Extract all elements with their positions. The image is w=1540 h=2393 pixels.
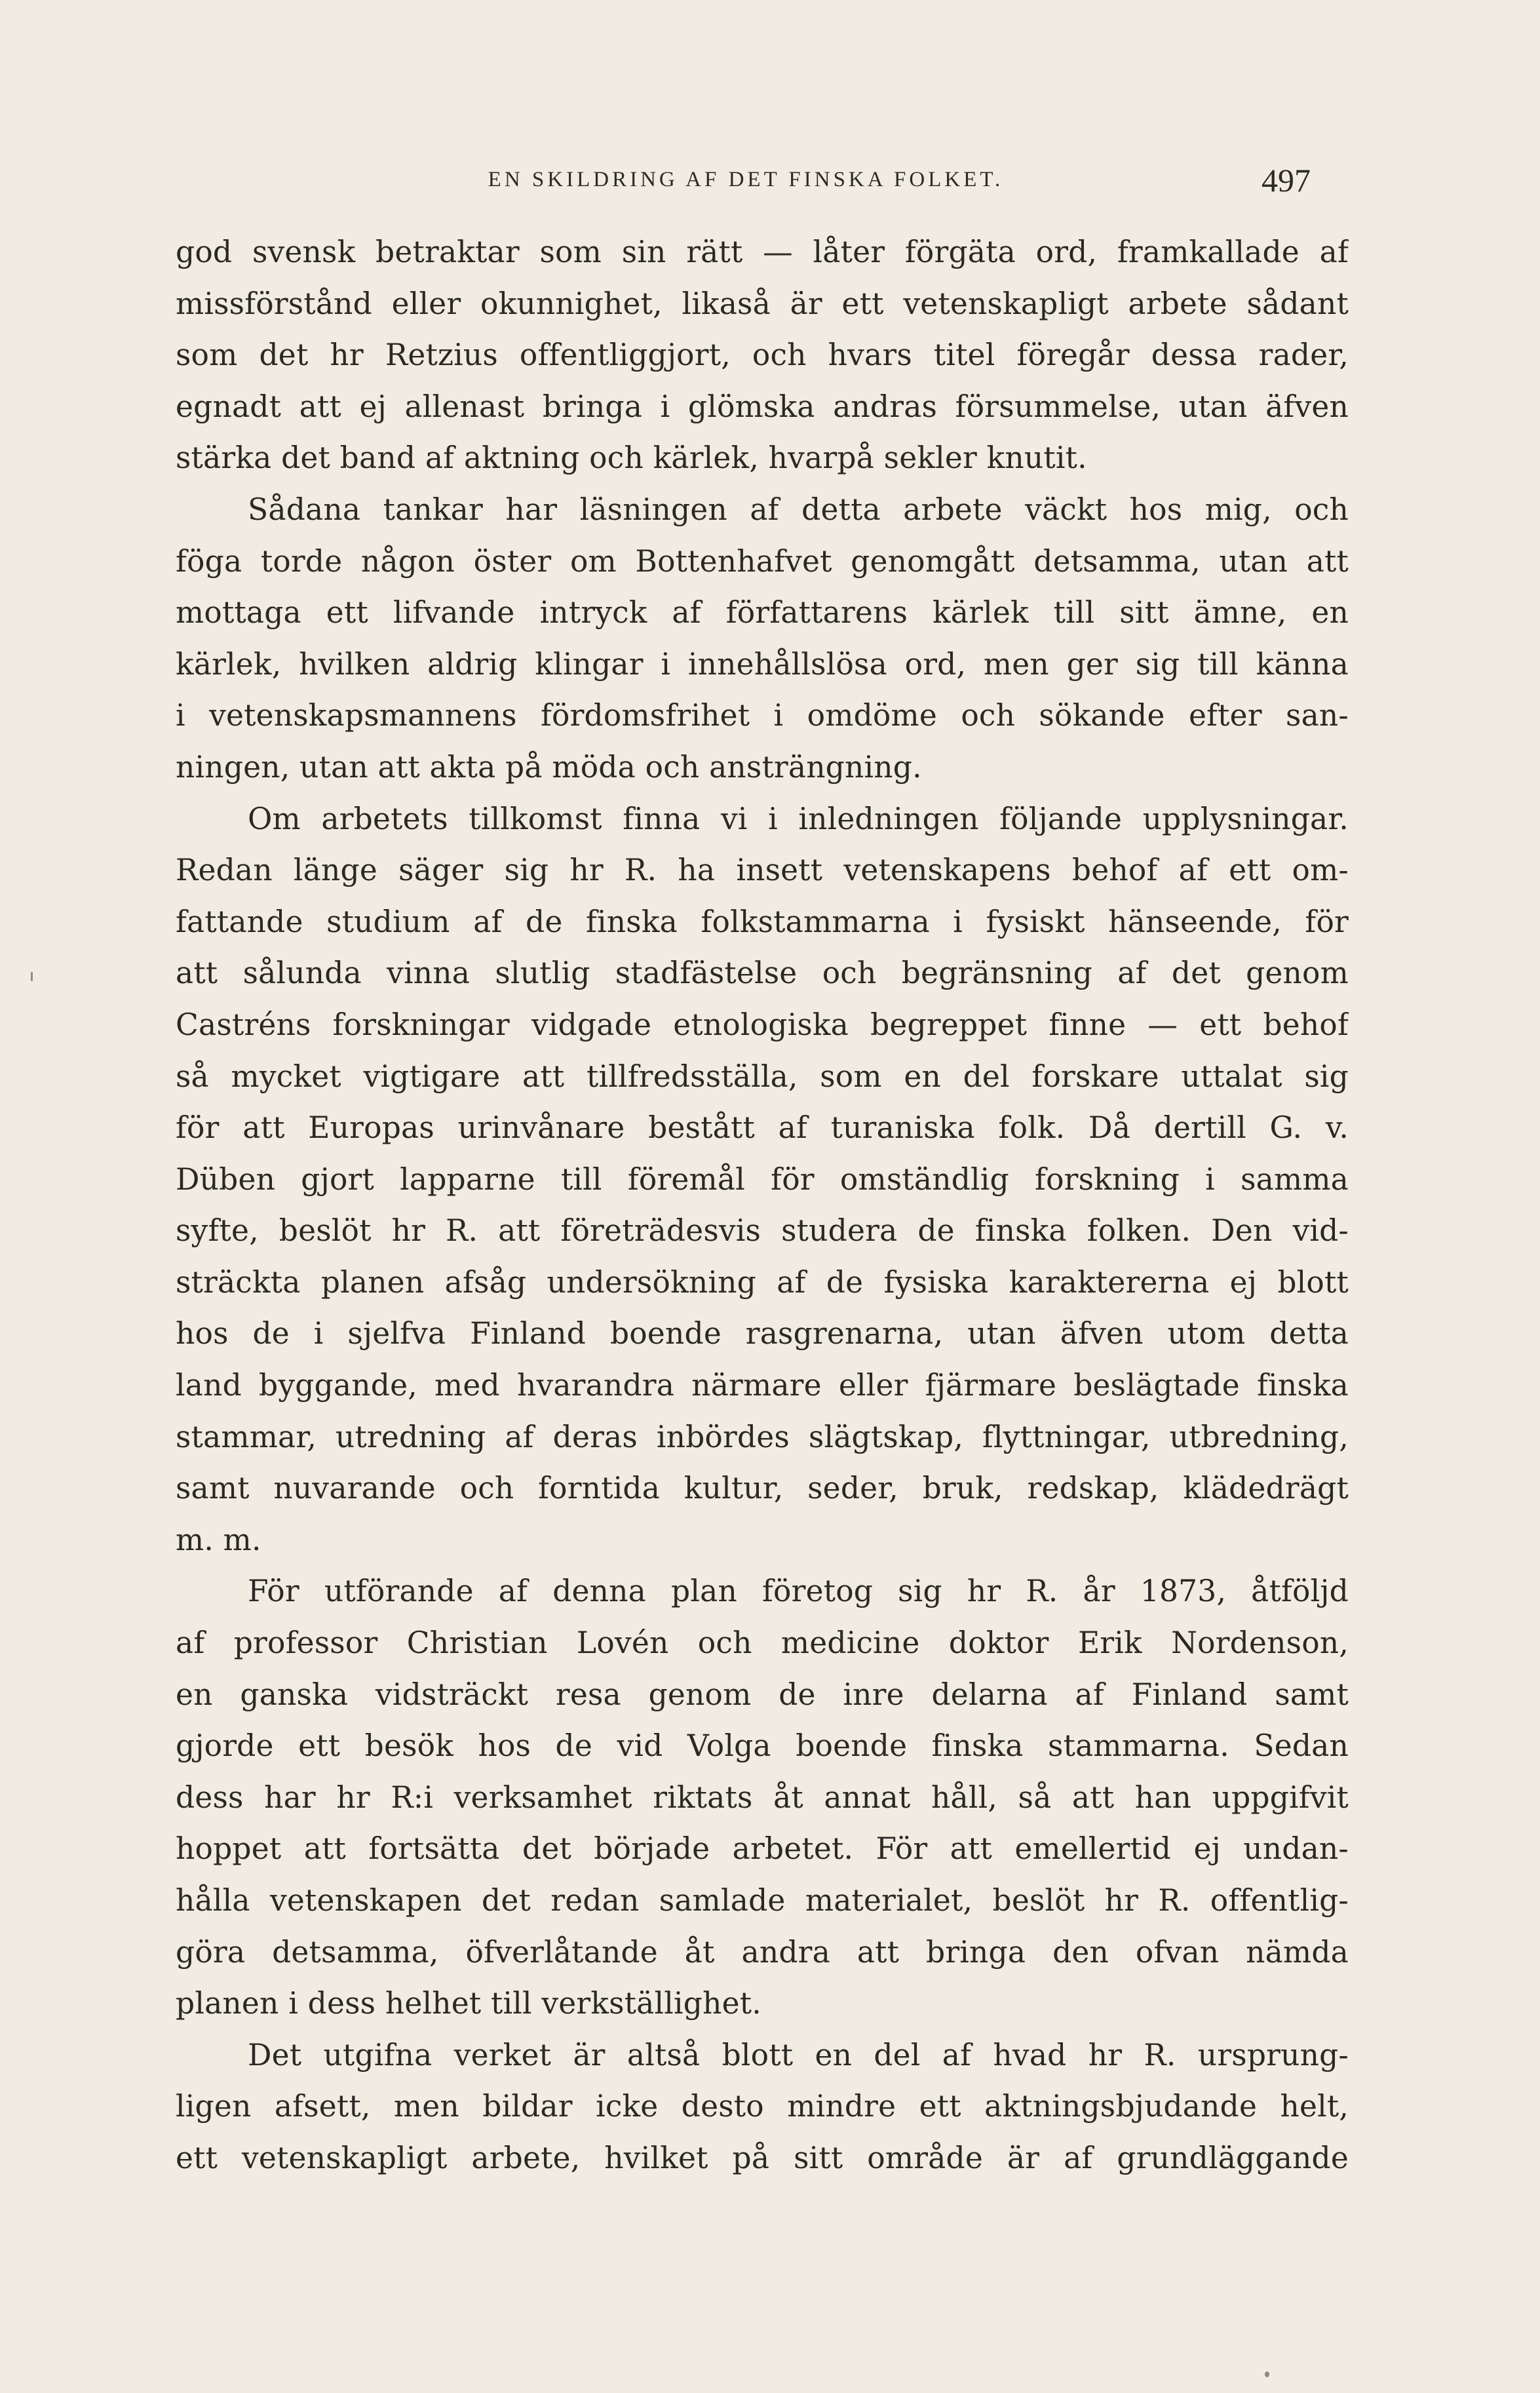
text-line: god svensk betraktar som sin rätt — låter förgäta ord, framkallade af (176, 235, 1349, 269)
text-line: så mycket vigtigare att tillfredsställa, som en del forskare uttalat sig (176, 1059, 1349, 1094)
text-line: mottaga ett lifvande intryck af författarens kärlek till sitt ämne, en (176, 595, 1349, 631)
text-line: af professor Christian Lovén och medicine doktor Erik Nordenson, (176, 1625, 1349, 1661)
text-line: hålla vetenskapen det redan samlade materialet, beslöt hr R. offentlig- (176, 1883, 1349, 1918)
text-line: stärka det band af aktning och kärlek, hvarpå sekler knutit. (176, 440, 1087, 476)
text-line: gjorde ett besök hos de vid Volga boende finska stammarna. Sedan (176, 1728, 1349, 1764)
text-line: ligen afsett, men bildar icke desto mindre ett aktningsbjudande helt, (176, 2089, 1349, 2124)
text-line: Castréns forskningar vidgade etnologiska begreppet finne — ett behof (176, 1007, 1349, 1042)
running-header (176, 161, 1316, 201)
text-line: missförstånd eller okunnighet, likaså är ett vetenskapligt arbete sådant (176, 286, 1349, 321)
text-line: Redan länge säger sig hr R. ha insett vetenskapens behof af ett om- (176, 853, 1349, 888)
text-line: Düben gjort lapparne till föremål för omständlig forskning i samma (176, 1161, 1349, 1197)
text-line: planen i dess helhet till verkställighet. (176, 1986, 761, 2021)
text-line: För utförande af denna plan företog sig hr R. år 1873, åtföljd (248, 1574, 1349, 1609)
text-line: syfte, beslöt hr R. att företrädesvis studera de finska folken. Den vid- (176, 1213, 1349, 1249)
text-line: samt nuvarande och forntida kultur, seder, bruk, redskap, klädedrägt (176, 1471, 1349, 1506)
text-line: föga torde någon öster om Bottenhafvet genomgått detsamma, utan att (176, 543, 1349, 579)
text-line: som det hr Retzius offentliggjort, och hvars titel föregår dessa rader, (176, 338, 1349, 373)
text-line: hoppet att fortsätta det började arbetet. För att emellertid ej undan- (176, 1831, 1349, 1867)
text-line: kärlek, hvilken aldrig klingar i innehållslösa ord, men ger sig till känna (176, 646, 1349, 682)
text-line: egnadt att ej allenast bringa i glömska andras försummelse, utan äfven (176, 389, 1349, 424)
text-line: m. m. (176, 1522, 261, 1557)
text-line: dess har hr R:i verksamhet riktats åt annat håll, så att han uppgifvit (176, 1780, 1349, 1815)
text-line: för att Europas urinvånare bestått af turaniska folk. Då dertill G. v. (176, 1110, 1349, 1146)
paper-speck (1265, 2371, 1269, 2377)
body-text (176, 227, 1349, 2185)
text-line: ningen, utan att akta på möda och ansträngning. (176, 749, 922, 785)
text-line: en ganska vidsträckt resa genom de inre delarna af Finland samt (176, 1677, 1349, 1712)
text-line: ett vetenskapligt arbete, hvilket på sitt område är af grundläggande (176, 2140, 1349, 2175)
running-title: EN SKILDRING AF DET FINSKA FOLKET. (488, 168, 1004, 191)
text-line: att sålunda vinna slutlig stadfästelse och begränsning af det genom (176, 956, 1349, 991)
text-line: i vetenskapsmannens fördomsfrihet i omdöme och sökande efter san- (176, 698, 1349, 733)
text-line: göra detsamma, öfverlåtande åt andra att bringa den ofvan nämda (176, 1934, 1349, 1970)
page-number: 497 (1261, 162, 1311, 199)
text-line: sträckta planen afsåg undersökning af de fysiska karaktererna ej blott (176, 1264, 1349, 1300)
text-line: hos de i sjelfva Finland boende rasgrenarna, utan äfven utom detta (176, 1316, 1349, 1352)
paper-speck (31, 972, 33, 981)
text-line: Om arbetets tillkomst finna vi i inledningen följande upplysningar. (248, 801, 1349, 836)
text-line: land byggande, med hvarandra närmare eller fjärmare beslägtade finska (176, 1368, 1349, 1403)
text-line: Det utgifna verket är altså blott en del af hvad hr R. ursprung- (248, 2037, 1349, 2072)
text-line: Sådana tankar har läsningen af detta arbete väckt hos mig, och (248, 492, 1349, 527)
text-line: stammar, utredning af deras inbördes slägtskap, flyttningar, utbredning, (176, 1419, 1349, 1454)
text-line: fattande studium af de finska folkstammarna i fysiskt hänseende, för (176, 904, 1349, 939)
